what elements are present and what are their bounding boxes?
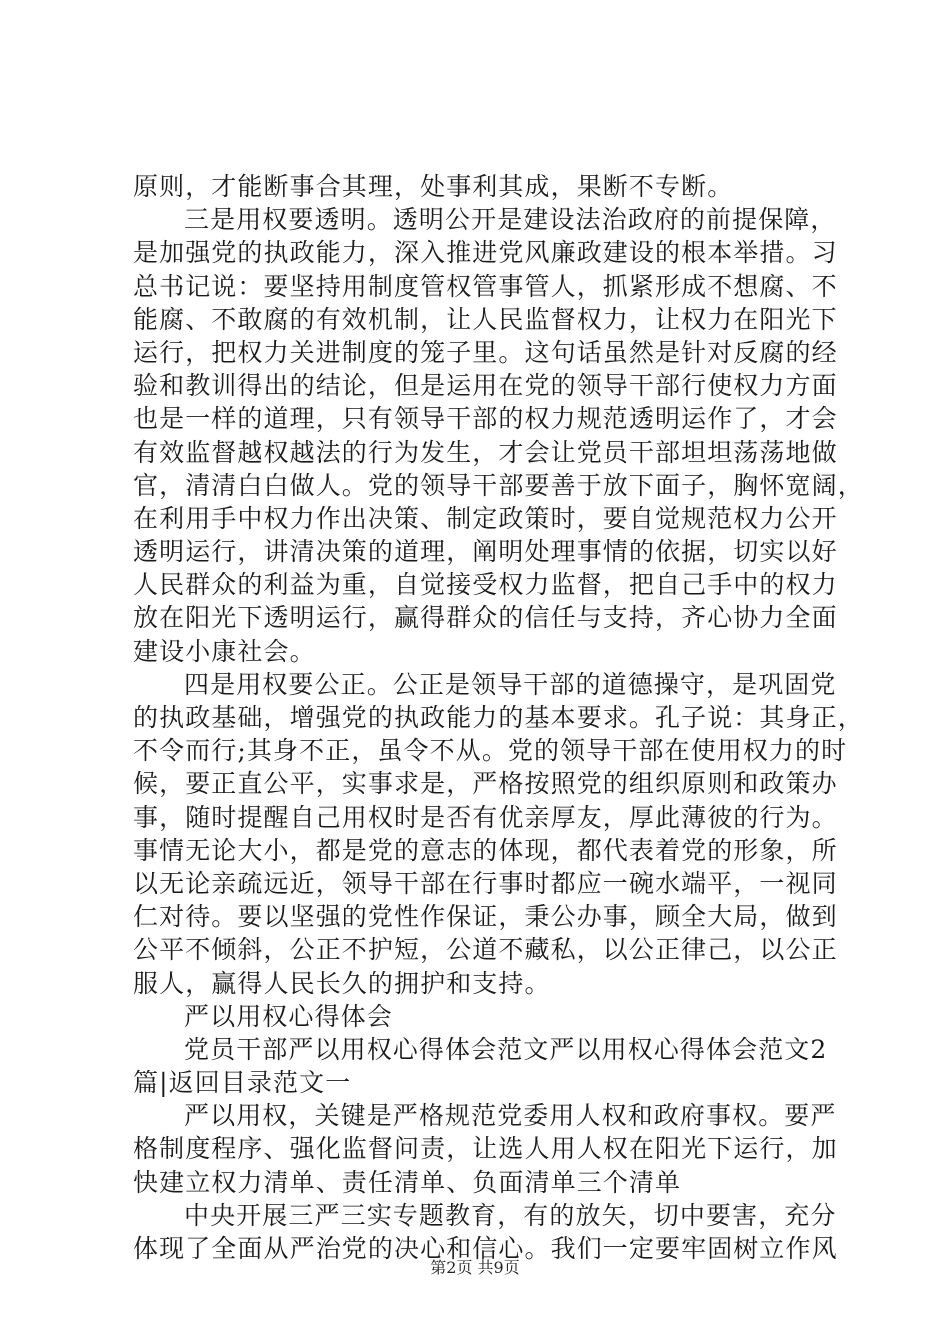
text-line: 透明运行，讲清决策的道理，阐明处理事情的依据，切实以好 [133, 537, 838, 567]
text-line: 人民群众的利益为重，自觉接受权力监督，把自己手中的权力 [133, 570, 838, 600]
document-body [133, 170, 864, 1265]
text-line: 以无论亲疏远近，领导干部在行事时都应一碗水端平，一视同 [133, 868, 838, 898]
text-line: 运行，把权力关进制度的笼子里。这句话虽然是针对反腐的经 [133, 337, 838, 367]
text-line: 篇|返回目录范文一 [133, 1068, 352, 1098]
text-line: 事，随时提醒自己用权时是否有优亲厚友，厚此薄彼的行为。 [133, 802, 838, 832]
text-line: 候，要正直公平，实事求是，严格按照党的组织原则和政策办 [133, 769, 838, 799]
text-line: 的执政基础，增强党的执政能力的基本要求。孔子说：其身正， [133, 703, 864, 732]
text-line: 党员干部严以用权心得体会范文严以用权心得体会范文2 [184, 1034, 828, 1064]
page-footer: 第2页 共9页 [430, 1258, 520, 1277]
text-line: 严以用权心得体会 [184, 1001, 393, 1031]
text-line: 仁对待。要以坚强的党性作保证，秉公办事，顾全大局，做到 [133, 902, 838, 932]
text-line: 总书记说：要坚持用制度管权管事管人，抓紧形成不想腐、不 [133, 271, 838, 301]
text-line: 建设小康社会。 [133, 636, 316, 666]
text-line: 有效监督越权越法的行为发生，才会让党员干部坦坦荡荡地做 [133, 437, 838, 467]
text-line: 也是一样的道理，只有领导干部的权力规范透明运作了，才会 [133, 404, 838, 434]
text-line: 体现了全面从严治党的决心和信心。我们一定要牢固树立作风 [133, 1234, 838, 1263]
text-line: 在利用手中权力作出决策、制定政策时，要自觉规范权力公开 [133, 503, 838, 533]
text-line: 不令而行;其身不正，虽令不从。党的领导干部在使用权力的时 [133, 736, 848, 766]
text-line: 是加强党的执政能力，深入推进党风廉政建设的根本举措。习 [133, 238, 838, 268]
text-line: 事情无论大小，都是党的意志的体现，都代表着党的形象，所 [133, 835, 838, 865]
text-line: 官，清清白白做人。党的领导干部要善于放下面子，胸怀宽阔， [133, 470, 864, 500]
text-line: 原则，才能断事合其理，处事利其成，果断不专断。 [133, 172, 734, 201]
text-line: 严以用权，关键是严格规范党委用人权和政府事权。要严 [184, 1101, 837, 1131]
text-line: 放在阳光下透明运行，赢得群众的信任与支持，齐心协力全面 [133, 603, 838, 633]
text-line: 能腐、不敢腐的有效机制，让人民监督权力，让权力在阳光下 [133, 304, 838, 334]
text-line: 验和教训得出的结论，但是运用在党的领导干部行使权力方面 [133, 371, 838, 401]
text-line: 公平不倾斜，公正不护短，公道不藏私，以公正律己，以公正 [133, 935, 838, 965]
text-line: 四是用权要公正。公正是领导干部的道德操守，是巩固党 [184, 669, 837, 699]
text-line: 格制度程序、强化监督问责，让选人用人权在阳光下运行，加 [133, 1134, 838, 1164]
text-line: 服人，赢得人民长久的拥护和支持。 [133, 968, 551, 998]
text-line: 三是用权要透明。透明公开是建设法治政府的前提保障， [184, 205, 837, 235]
text-line: 中央开展三严三实专题教育，有的放矢，切中要害，充分 [184, 1200, 837, 1230]
text-line: 快建立权力清单、责任清单、负面清单三个清单 [133, 1167, 682, 1197]
